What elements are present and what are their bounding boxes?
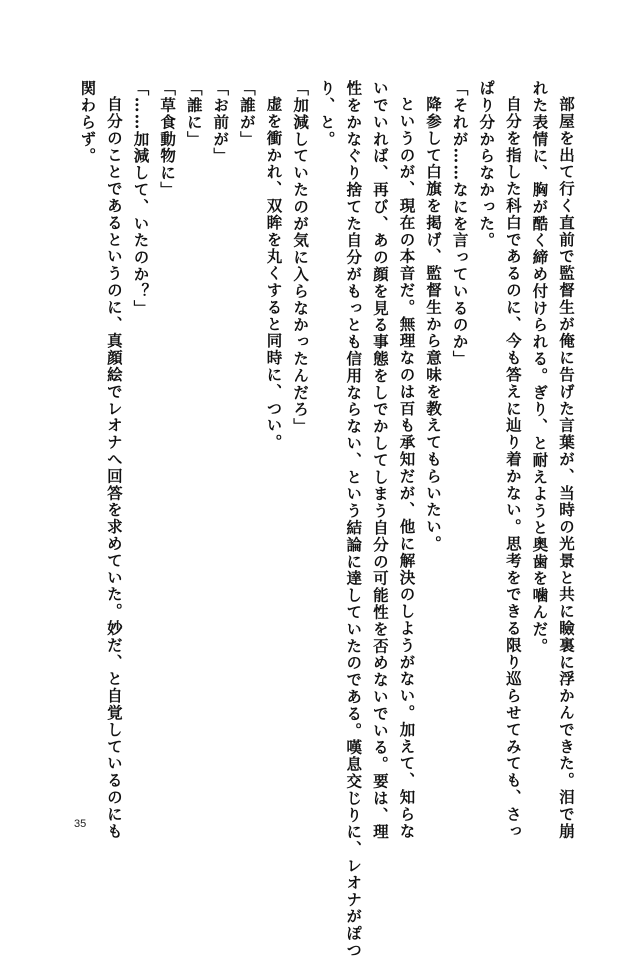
text-line: 部屋を出て行く直前で監督生が俺に告げた言葉が、当時の光景と共に瞼裏に浮かんできた。泪で崩	[557, 95, 576, 840]
vertical-text-body	[74, 80, 579, 959]
page-number: 35	[74, 818, 87, 830]
text-line: 自分を指した科白であるのに、今も答えに辿り着かない。思考をできる限り巡らせてみても、さっ	[503, 95, 523, 840]
text-line: 性をかなぐり捨てた自分がもっとも信用ならない、という結論に達していたのである。嘆息交じりに、レオナがぽつ	[344, 80, 364, 959]
text-line: 「……加減して、いたのか？」	[131, 80, 151, 317]
text-line: 「誰に」	[184, 80, 204, 148]
text-line: というのが、現在の本音だ。無理なのは百も承知だが、他に解決のしようがない。加えて、知らな	[397, 95, 417, 840]
text-line: いでいれば、再び、あの顔を見る事態をしでかしてしまう自分の可能性を否めないでいる。要は、理	[370, 80, 390, 841]
text-line: れた表情に、胸が酷く締め付けられる。ぎり、と耐えようと奥歯を噛んだ。	[530, 80, 550, 655]
text-line: 関わらず。	[78, 80, 98, 165]
text-line: 「お前が」	[211, 80, 231, 165]
text-line: 「誰が」	[237, 80, 257, 148]
text-line: 虚を衝かれ、双眸を丸くすると同時に、つい。	[264, 95, 284, 451]
text-line: 降参して白旗を掲げ、監督生から意味を教えてもらいたい。	[424, 95, 444, 552]
text-line: り、と。	[317, 80, 337, 148]
text-line: 「加減していたのが気に入らなかったんだろ」	[291, 80, 311, 435]
text-line: 自分のことであるというのに、真顔絵でレオナへ回答を求めていた。妙だ、と自覚しているのにも	[104, 95, 124, 840]
text-line: ぱり分からなかった。	[477, 80, 497, 249]
text-line: 「草食動物に」	[158, 80, 178, 199]
text-line: 「それが……なにを言っているのか」	[450, 80, 470, 368]
